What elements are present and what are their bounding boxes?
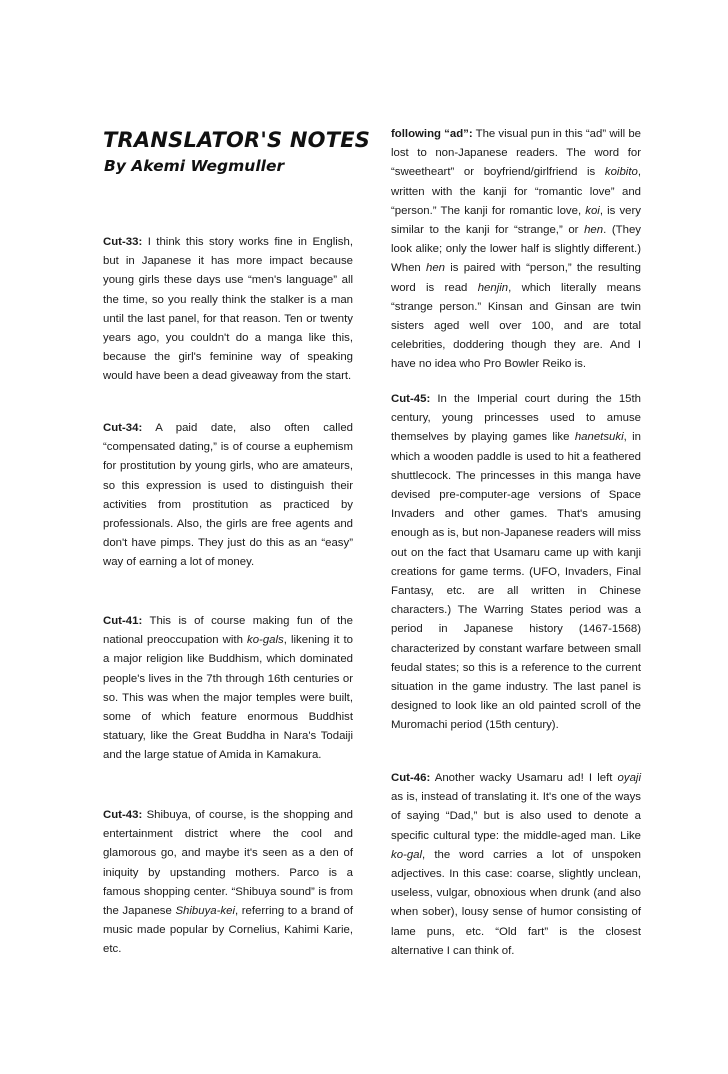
note-term: oyaji: [617, 772, 641, 784]
note-term: ko-gal: [391, 848, 423, 861]
note-text: , the word carries a lot of unspoken adjectives. In this case: coarse, slightly unclean, useless, vulgar, obnoxious when drunk (and also when sober), lousy sense of humor consisting of lame puns, etc. “Old fart” is the closest alternative I can think of.: [391, 848, 641, 957]
note-cut-43: [103, 806, 353, 960]
note-text: . (They look alike; only the lower half is slightly different.) When: [391, 224, 641, 275]
note-label: Cut-41:: [103, 615, 143, 627]
note-term: hanetsuki: [574, 431, 624, 444]
note-term: koi: [585, 204, 600, 217]
note-label: Cut-34:: [103, 422, 143, 434]
note-text: , is very similar to the kanji for “strange,” or: [391, 204, 642, 237]
note-term: hen: [426, 262, 446, 275]
note-text: I think this story works fine in English, but in Japanese it has more impact because young girls these days use “men's language” all the time, so you really think the stalker is a man until the last panel, for that reason. Ten or twenty years ago, you couldn't do a manga like this, because the girl's feminine way of speaking would have been a dead giveaway from the start.: [103, 236, 353, 383]
note-text: The visual pun in this “ad” will be lost to non-Japanese readers. The word for “sweetheart” or boyfriend/girlfriend is: [391, 128, 641, 179]
note-label: following “ad”:: [391, 128, 473, 140]
note-cut-45: [391, 390, 641, 736]
note-cut-34: [103, 419, 353, 573]
note-cut-46: [391, 769, 641, 961]
note-text: is paired with “person,” the resulting word is read: [391, 262, 641, 294]
note-text: In the Imperial court during the 15th century, young princesses used to amuse themselves by playing games like: [391, 393, 641, 444]
note-label: Cut-46:: [391, 772, 431, 784]
note-label: Cut-43:: [103, 809, 143, 821]
note-term: ko-gals: [247, 634, 284, 647]
note-cut-41: [103, 612, 353, 766]
note-label: Cut-45:: [391, 393, 431, 405]
note-term: koibito: [604, 166, 638, 179]
note-term: hen: [584, 224, 604, 237]
note-term: Shibuya-kei: [175, 905, 235, 918]
note-text: , in which a wooden paddle is used to hit a feathered shuttlecock. The princesses in this manga have devised pre-computer-age versions of Space Invaders and other games. That's amusing enough as is, but non-Japanese readers will miss out on the fact that Usamaru came up with kanji creations for game terms. (UFO, Invaders, Final Fantasy, etc. are all written in Chinese characters.) The Warring States period was a period in Japanese history (1467-1568) characterized by constant warfare between small feudal states; so this is a reference to the current situation in the game industry. The last panel is designed to look like an old painted scroll of the Muromachi period (15th century).: [391, 431, 641, 732]
note-text: , written with the kanji for “romantic love” and “person.” The kanji for romantic love,: [391, 166, 642, 217]
note-text: as is, instead of translating it. It's one of the ways of saying “Dad,” but is also used to denote a specific cultural type: the middle-aged man. Like: [391, 791, 641, 842]
byline: By Akemi Wegmuller: [104, 157, 285, 175]
note-text: This is of course making fun of the national preoccupation with: [103, 615, 353, 647]
page-title: TRANSLATOR'S NOTES: [103, 128, 371, 152]
note-text: , which literally means “strange person.” Kinsan and Ginsan are twin sisters aged well over 100, and are total celebrities, doddering though they are. And I have no idea who Pro Bowler Reiko is.: [391, 281, 642, 371]
note-text: A paid date, also often called “compensated dating,” is of course a euphemism for prostitution by young girls, who are amateurs, so this expression is used to distinguish their activities from prostitution as practiced by professionals. Also, the girls are free agents and don't have pimps. They just do this as an “easy” way of earning a lot of money.: [103, 422, 353, 569]
note-text: , likening it to a major religion like Buddhism, which dominated people's lives in the 7th through 16th centuries or so. This was when the major temples were built, some of which feature enormous Buddhist statuary, like the Great Buddha in Nara's Todaiji and the large statue of Amida in Kamakura.: [103, 634, 353, 762]
note-term: henjin: [477, 281, 509, 294]
note-text: , referring to a brand of music made popular by Cornelius, Kahimi Karie, etc.: [103, 905, 354, 956]
note-text: Another wacky Usamaru ad! I left: [434, 772, 613, 784]
note-continued: [391, 125, 641, 375]
note-cut-33: [103, 233, 353, 387]
note-label: Cut-33:: [103, 236, 143, 248]
note-text: Shibuya, of course, is the shopping and entertainment district where the cool and glamorous go, and maybe it's seen as a den of iniquity by upstanding mothers. Parco is a famous shopping center. “Shibuya sound” is from the Japanese: [103, 809, 353, 918]
